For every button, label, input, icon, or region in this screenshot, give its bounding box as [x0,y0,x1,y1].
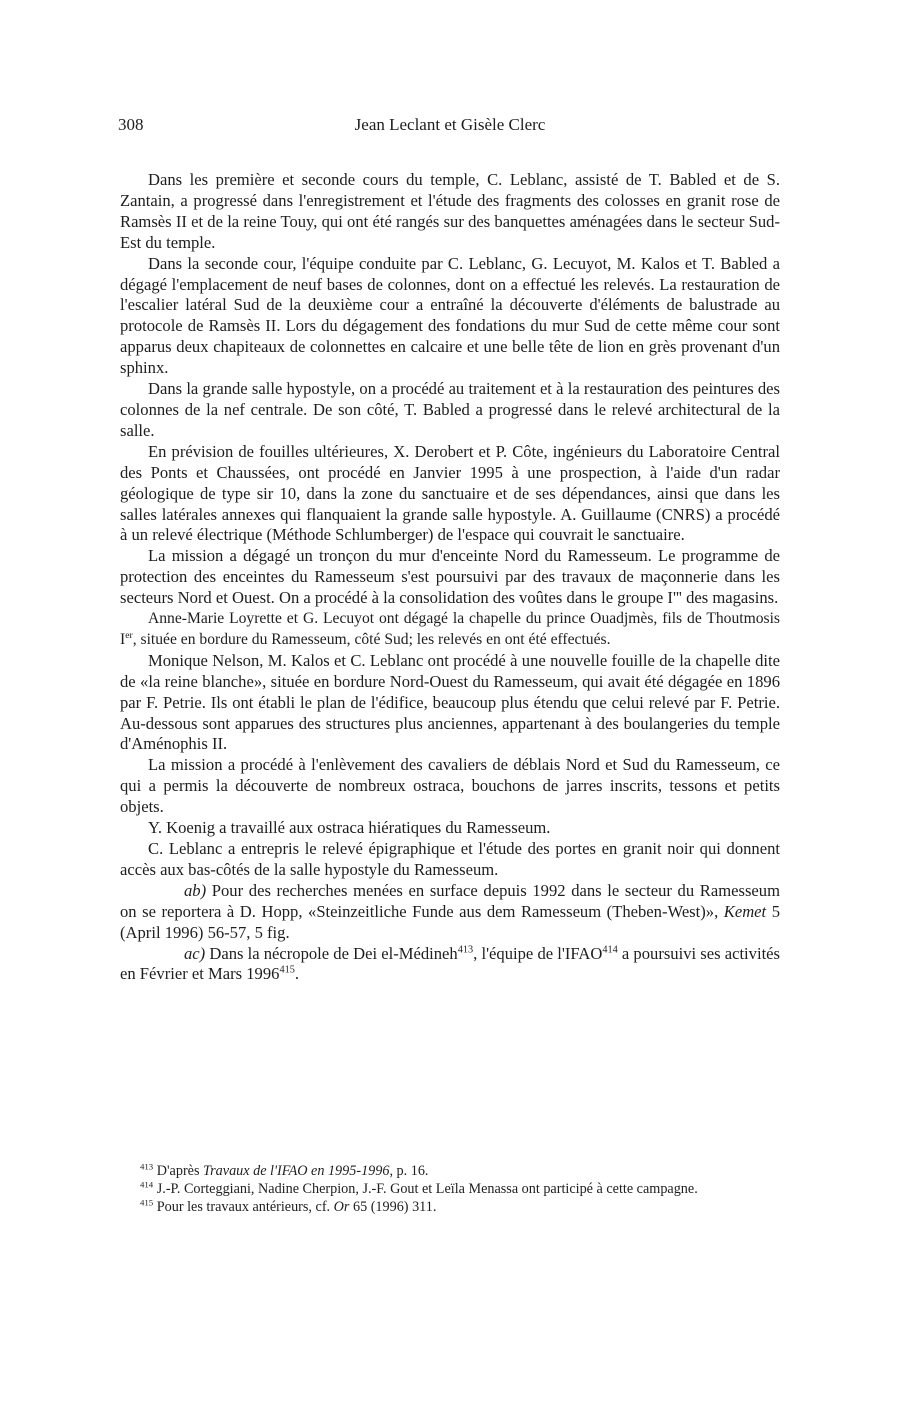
paragraph-text: 5 (April 1996) 56-57, 5 fig. [120,901,781,942]
superscript: er [125,629,133,641]
paragraph-text: a poursuivi ses activités en Février et Mars 1996 [120,943,780,984]
footnote-number: 414 [140,1179,154,1190]
paragraph: En prévision de fouilles ultérieures, X. Derobert et P. Côte, ingénieurs du Laboratoire Central des Ponts et Chaussées, ont procédé en Janvier 1995 à une prospection, à l'aide d'un radar géologique de type sir 10, dans la zone du sanctuaire et de ses dépendances, ainsi que dans les salles latérales annexes qui flanquaient la grande salle hypostyle. A. Guillaume (CNRS) a procédé à un relevé électrique (Méthode Schlumberger) de l'espace qui couvrait le sanctuaire. [120,441,780,545]
body-text [120,170,780,985]
footnote-title: Or [333,1199,350,1215]
footnote-ref[interactable]: 415 [279,964,295,976]
running-head: Jean Leclant et Gisèle Clerc [354,115,546,134]
footnote-title: Travaux de l'IFAO en 1995-1996 [203,1163,390,1179]
paragraph [120,609,780,651]
paragraph-text: Anne-Marie Loyrette et G. Lecuyot ont dégagé la chapelle du prince Ouadjmès, fils de Thoutmosis I [120,610,780,648]
paragraph [120,944,780,986]
paragraph-text: Dans la nécropole de Dei el-Médineh [205,943,458,963]
paragraph: Dans la seconde cour, l'équipe conduite par C. Leblanc, G. Lecuyot, M. Kalos et T. Babled a dégagé l'emplacement de neuf bases de colonnes, dont on a effectué les relevés. La restauration de l'escalier latéral Sud de la deuxième cour a entraîné la découverte d'éléments de balustrade au protocole de Ramsès II. Lors du dégagement des fondations du mur Sud de cette même cour sont apparus deux chapiteaux de colonnettes en calcaire et une belle tête de lion en grès provenant d'un sphinx. [120,253,780,378]
paragraph-text: , située en bordure du Ramesseum, côté Sud; les relevés en ont été effectués. [132,630,611,648]
footnote-number: 413 [140,1161,154,1172]
paragraph: Monique Nelson, M. Kalos et C. Leblanc ont procédé à une nouvelle fouille de la chapelle dite de «la reine blanche», située en bordure Nord-Ouest du Ramesseum, qui avait été dégagée en 1896 par F. Petrie. Ils ont établi le plan de l'édifice, beaucoup plus étendu que celui relevé par F. Petrie. Au-dessous sont apparues des structures plus anciennes, appartenant à des boulangeries du temple d'Aménophis II. [120,650,780,754]
paragraph: Dans les première et seconde cours du temple, C. Leblanc, assisté de T. Babled et de S. Zantain, a progressé dans l'enregistrement et l'étude des fragments des colosses en granit rose de Ramsès II et de la reine Touy, qui ont été rangés sur des banquettes aménagées dans le secteur Sud-Est du temple. [120,170,780,252]
footnote-text: Pour les travaux antérieurs, cf. [153,1199,334,1215]
journal-title: Kemet [723,901,767,921]
footnote-text: J.-P. Corteggiani, Nadine Cherpion, J.-F. Gout et Leïla Menassa ont participé à cette campagne. [153,1181,698,1197]
paragraph-text: Pour des recherches menées en surface depuis 1992 dans le secteur du Ramesseum on se reportera à D. Hopp, «Steinzeitliche Funde aus dem Ramesseum (Theben-West)», [120,880,780,921]
paragraph: C. Leblanc a entrepris le relevé épigraphique et l'étude des portes en granit noir qui donnent accès aux bas-côtés de la salle hypostyle du Ramesseum. [120,839,780,879]
footnote [120,1180,780,1198]
paragraph: La mission a dégagé un tronçon du mur d'enceinte Nord du Ramesseum. Le programme de protection des enceintes du Ramesseum s'est poursuivi par des travaux de maçonnerie dans les secteurs Nord et Ouest. On a procédé à la consolidation des voûtes dans le groupe I''' des magasins. [120,546,780,608]
footnote-text: , p. 16. [389,1163,429,1179]
footnote [120,1162,780,1180]
footnote [120,1198,780,1216]
paragraph-text: , l'équipe de l'IFAO [473,943,603,963]
section-label: ab) [184,880,207,900]
paragraph: Dans la grande salle hypostyle, on a procédé au traitement et à la restauration des peintures des colonnes de la nef centrale. De son côté, T. Babled a progressé dans le relevé architectural de la salle. [120,379,780,440]
footnote-text: 65 (1996) 311. [349,1199,437,1215]
footnote-number: 415 [140,1197,154,1208]
paragraph [120,881,780,944]
footnote-text: D'après [153,1163,204,1179]
section-label: ac) [184,943,206,963]
footnote-ref[interactable]: 414 [602,944,618,955]
paragraph: Y. Koenig a travaillé aux ostraca hiératiques du Ramesseum. [148,818,551,838]
paragraph-text: . [294,964,300,984]
footnote-ref[interactable]: 413 [457,944,474,955]
page-header [118,115,782,141]
paragraph: La mission a procédé à l'enlèvement des cavaliers de déblais Nord et Sud du Ramesseum, ce qui a permis la découverte de nombreux ostraca, bouchons de jarres inscrits, tessons et petits objets. [120,755,780,817]
footnotes [120,1162,780,1216]
page-number: 308 [118,115,144,134]
